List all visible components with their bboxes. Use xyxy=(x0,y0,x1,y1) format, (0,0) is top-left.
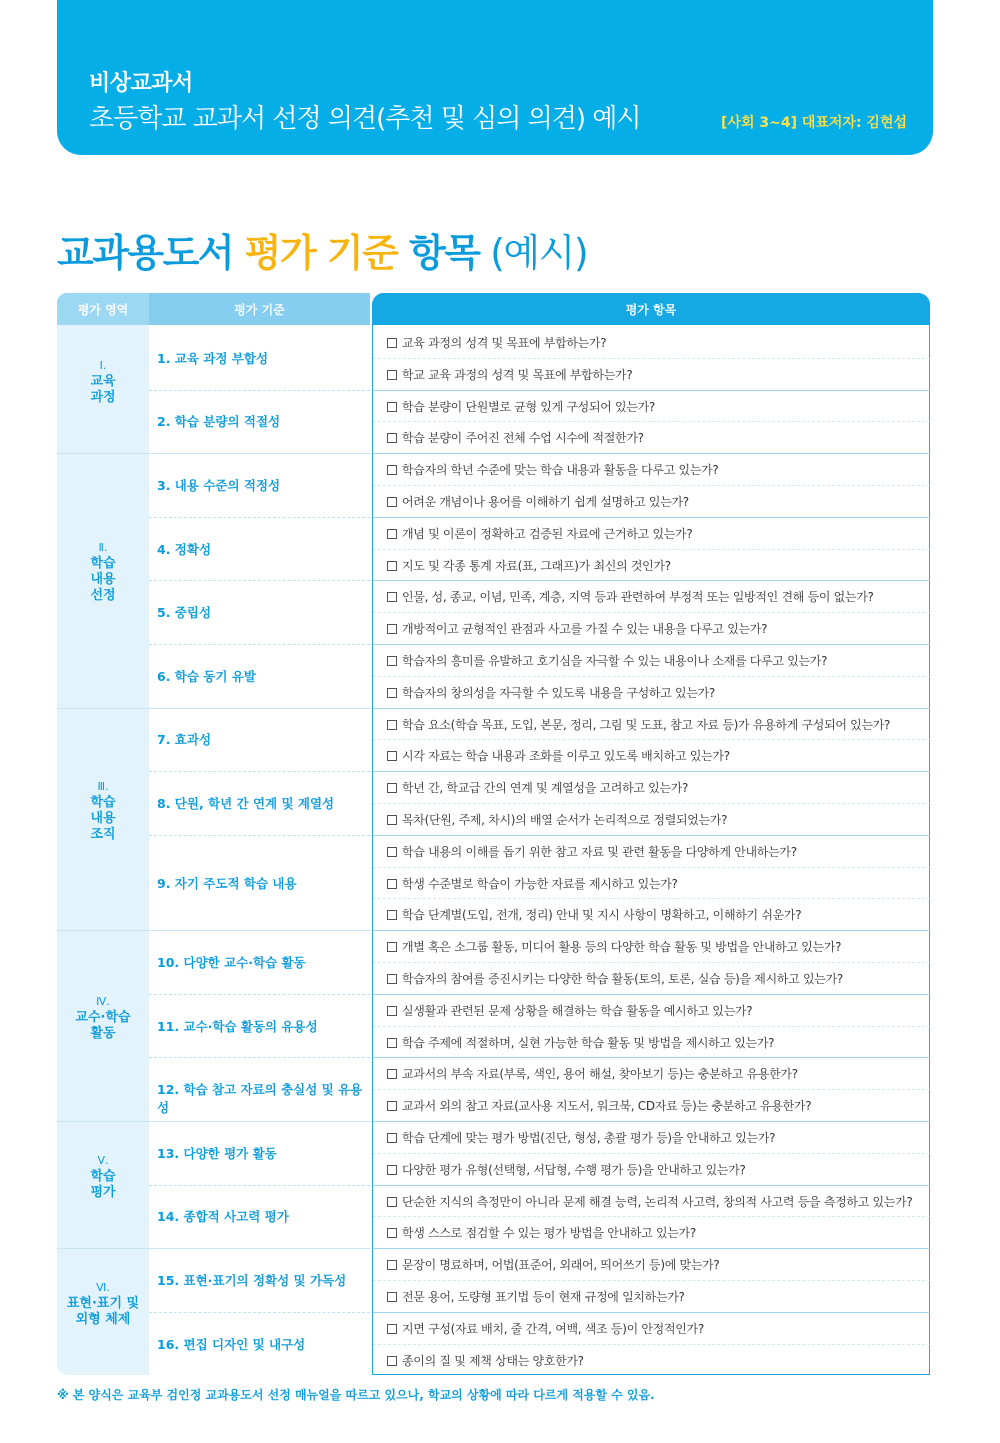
area-name-line: 학습 xyxy=(90,794,116,810)
checkbox[interactable] xyxy=(387,1260,397,1270)
checkbox[interactable] xyxy=(387,751,397,761)
area-numeral: Ⅳ. xyxy=(96,994,110,1008)
checklist-item[interactable] xyxy=(387,588,932,605)
checklist-item[interactable] xyxy=(387,684,932,701)
checkbox[interactable] xyxy=(387,561,397,571)
checkbox[interactable] xyxy=(387,1197,397,1207)
checkbox[interactable] xyxy=(387,433,397,443)
checklist-item[interactable] xyxy=(387,906,932,923)
checklist-item-text: 학습 단계에 맞는 평가 방법(진단, 형성, 총괄 평가 등)을 안내하고 있는가? xyxy=(402,1131,776,1145)
checklist-item[interactable] xyxy=(387,1256,932,1273)
item-separator xyxy=(373,612,930,613)
checklist-item[interactable] xyxy=(387,716,932,733)
area-numeral: Ⅱ. xyxy=(98,541,108,555)
area-name-line: 내용 xyxy=(90,810,116,826)
checklist-item[interactable] xyxy=(387,811,932,828)
item-separator xyxy=(373,1089,930,1090)
criteria-separator xyxy=(149,580,370,581)
checklist-item-text: 학습 내용의 이해를 돕기 위한 참고 자료 및 관련 활동을 다양하게 안내하는가? xyxy=(402,844,797,859)
item-separator xyxy=(373,1026,930,1027)
checklist-item-text: 목차(단원, 주제, 차시)의 배열 순서가 논리적으로 정렬되었는가? xyxy=(402,813,728,827)
checklist-item[interactable] xyxy=(387,493,932,510)
checklist-item[interactable] xyxy=(387,557,932,574)
checkbox[interactable] xyxy=(387,338,397,348)
criteria-label: 3. 내용 수준의 적정성 xyxy=(157,478,281,493)
criteria-label: 14. 종합적 사고력 평가 xyxy=(157,1209,289,1225)
checklist-item-text: 개념 및 이론이 정확하고 검증된 자료에 근거하고 있는가? xyxy=(402,526,693,541)
area-label xyxy=(57,779,149,843)
criteria-separator xyxy=(149,390,370,391)
item-separator xyxy=(373,867,930,868)
checkbox[interactable] xyxy=(387,465,397,475)
footnote: ※ 본 양식은 교육부 검인정 교과용도서 선정 매뉴얼을 따르고 있으나, 학교의 상황에 따라 다르게 적용할 수 있음. xyxy=(57,1388,655,1402)
checklist-item[interactable] xyxy=(387,525,932,542)
criteria-label: 12. 학습 참고 자료의 충실성 및 유용성 xyxy=(157,1082,363,1116)
checklist-item-text: 교과서의 부속 자료(부록, 색인, 용어 해설, 찾아보기 등)는 충분하고 유용한가? xyxy=(402,1067,798,1082)
checklist-item[interactable] xyxy=(387,1224,932,1241)
item-separator xyxy=(373,421,930,422)
checklist-item[interactable] xyxy=(387,1065,932,1082)
criteria-label: 15. 표현·표기의 정확성 및 가독성 xyxy=(157,1273,347,1288)
checklist-item[interactable] xyxy=(387,366,932,383)
item-separator xyxy=(373,930,930,931)
item-separator xyxy=(373,803,930,804)
area-numeral: Ⅲ. xyxy=(97,779,109,793)
area-label xyxy=(57,540,149,604)
item-separator xyxy=(373,676,930,677)
checklist-item[interactable] xyxy=(387,779,932,796)
checkbox[interactable] xyxy=(387,1101,397,1111)
item-separator xyxy=(373,485,930,486)
area-separator xyxy=(57,453,370,454)
criteria-label: 8. 단원, 학년 간 연계 및 계열성 xyxy=(157,796,335,811)
checklist-item-text: 다양한 평가 유형(선택형, 서답형, 수행 평가 등)을 안내하고 있는가? xyxy=(402,1162,746,1177)
area-name-line: 조직 xyxy=(90,826,116,842)
item-separator xyxy=(373,739,930,740)
criteria-label: 6. 학습 동기 유발 xyxy=(157,668,256,684)
area-numeral: Ⅵ. xyxy=(96,1280,110,1294)
checklist-item[interactable] xyxy=(387,1352,932,1369)
area-name-line: 활동 xyxy=(90,1025,116,1041)
item-separator xyxy=(373,1248,930,1249)
item-separator xyxy=(373,962,930,963)
checklist-item-text: 인물, 성, 종교, 이념, 민족, 계층, 지역 등과 관련하여 부정적 또는 일방적인 견해 등이 없는가? xyxy=(402,590,874,605)
checkbox[interactable] xyxy=(387,370,397,380)
criteria-label: 4. 정확성 xyxy=(157,541,212,557)
checkbox[interactable] xyxy=(387,783,397,793)
checklist-item-text: 종이의 질 및 제책 상태는 양호한가? xyxy=(402,1353,584,1368)
checklist-item-text: 지도 및 각종 통계 자료(표, 그래프)가 최신의 것인가? xyxy=(402,558,671,573)
checklist-item[interactable] xyxy=(387,747,932,764)
checkbox[interactable] xyxy=(387,1228,397,1238)
checklist-item-text: 교과서 외의 참고 자료(교사용 지도서, 워크북, CD자료 등)는 충분하고 유용한가? xyxy=(402,1099,812,1114)
item-separator xyxy=(373,1216,930,1217)
checklist-item[interactable] xyxy=(387,843,932,860)
checklist-item-text: 어려운 개념이나 용어를 이해하기 쉽게 설명하고 있는가? xyxy=(402,495,689,509)
item-separator xyxy=(373,1312,930,1313)
item-separator xyxy=(373,549,930,550)
checkbox[interactable] xyxy=(387,529,397,539)
checkbox[interactable] xyxy=(387,624,397,634)
checklist-item-text: 학습 분량이 단원별로 균형 있게 구성되어 있는가? xyxy=(402,399,655,414)
checklist-item[interactable] xyxy=(387,970,932,987)
checkbox[interactable] xyxy=(387,942,397,952)
area-name-line: 학습 xyxy=(90,556,116,572)
checkbox[interactable] xyxy=(387,847,397,857)
header-criteria xyxy=(149,293,370,325)
item-separator xyxy=(373,994,930,995)
checkbox[interactable] xyxy=(387,879,397,889)
item-separator xyxy=(373,1344,930,1345)
checklist-item-text: 개방적이고 균형적인 관점과 사고를 가질 수 있는 내용을 다루고 있는가? xyxy=(402,622,768,637)
criteria-label: 16. 편집 디자인 및 내구성 xyxy=(157,1336,306,1352)
title-part-3: 항목 xyxy=(397,231,480,275)
title-part-4: (예시) xyxy=(479,231,588,275)
criteria-separator xyxy=(149,644,370,645)
area-name-line: 학습 xyxy=(90,1168,116,1184)
item-separator xyxy=(373,771,930,772)
item-separator xyxy=(373,708,930,709)
item-separator xyxy=(373,835,930,836)
header-items xyxy=(372,293,930,325)
checklist-item-text: 개별 혹은 소그룹 활동, 미디어 활용 등의 다양한 학습 활동 및 방법을 안내하고 있는가? xyxy=(402,940,842,955)
checkbox[interactable] xyxy=(387,1356,397,1366)
checklist-item[interactable] xyxy=(387,620,932,637)
checkbox[interactable] xyxy=(387,656,397,666)
checklist-item-text: 학습 요소(학습 목표, 도입, 본문, 정리, 그림 및 도표, 참고 자료 등)가 유용하게 구성되어 있는가? xyxy=(402,717,891,732)
checkbox[interactable] xyxy=(387,1006,397,1016)
criteria-label: 9. 자기 주도적 학습 내용 xyxy=(157,875,297,891)
checklist-item-text: 학습 단계별(도입, 전개, 정리) 안내 및 지시 사항이 명확하고, 이해하기 쉬운가? xyxy=(402,908,802,923)
area-separator xyxy=(57,930,370,931)
checklist-item[interactable] xyxy=(387,1288,932,1305)
header-criteria-label: 평가 기준 xyxy=(234,303,285,317)
checklist-item[interactable] xyxy=(387,938,932,955)
title-part-2: 평가 기준 xyxy=(244,231,398,275)
evaluation-table xyxy=(57,293,932,1375)
checkbox[interactable] xyxy=(387,688,397,698)
area-name-line: 내용 xyxy=(90,572,116,588)
area-name-line: 교수·학습 xyxy=(75,1009,131,1025)
checklist-item-text: 학습자의 창의성을 자극할 수 있도록 내용을 구성하고 있는가? xyxy=(402,685,715,700)
checklist-item[interactable] xyxy=(387,1002,932,1019)
checkbox[interactable] xyxy=(387,815,397,825)
item-separator xyxy=(373,1057,930,1058)
checklist-item[interactable] xyxy=(387,429,932,446)
checkbox[interactable] xyxy=(387,1038,397,1048)
author-label: [사회 3~4] 대표저자: 김현섭 xyxy=(721,115,907,131)
item-separator xyxy=(373,517,930,518)
checkbox[interactable] xyxy=(387,1069,397,1079)
checkbox[interactable] xyxy=(387,1165,397,1175)
area-separator xyxy=(57,1121,370,1122)
area-name-line: 교육 xyxy=(90,373,116,389)
checklist-item-text: 학생 스스로 점검할 수 있는 평가 방법을 안내하고 있는가? xyxy=(402,1226,696,1241)
area-numeral: Ⅴ. xyxy=(97,1153,109,1167)
checklist-item-text: 문장이 명료하며, 어법(표준어, 외래어, 띄어쓰기 등)에 맞는가? xyxy=(402,1258,720,1273)
checklist-item-text: 학습 주제에 적절하며, 실현 가능한 학습 활동 및 방법을 제시하고 있는가? xyxy=(402,1035,775,1050)
item-separator xyxy=(373,1153,930,1154)
area-numeral: Ⅰ. xyxy=(99,358,107,372)
checklist-item[interactable] xyxy=(387,398,932,415)
checklist-item[interactable] xyxy=(387,1320,932,1337)
item-separator xyxy=(373,1185,930,1186)
checkbox[interactable] xyxy=(387,1292,397,1302)
checklist-item[interactable] xyxy=(387,1097,932,1114)
header-area-label: 평가 영역 xyxy=(77,303,129,317)
checklist-item-text: 학생 수준별로 학습이 가능한 자료를 제시하고 있는가? xyxy=(402,876,678,891)
checklist-item[interactable] xyxy=(387,1193,932,1210)
item-separator xyxy=(373,580,930,581)
checklist-item-text: 학교 교육 과정의 성격 및 목표에 부합하는가? xyxy=(402,367,633,382)
header-items-label: 평가 항목 xyxy=(625,303,677,317)
checklist-item-text: 시각 자료는 학습 내용과 조화를 이루고 있도록 배치하고 있는가? xyxy=(402,749,730,764)
criteria-label: 10. 다양한 교수·학습 활동 xyxy=(157,955,306,970)
area-label xyxy=(57,994,149,1042)
checklist-item[interactable] xyxy=(387,1034,932,1051)
checklist-item-text: 교육 과정의 성격 및 목표에 부합하는가? xyxy=(402,336,607,350)
checklist-item-text: 전문 용어, 도량형 표기법 등이 현재 규정에 일치하는가? xyxy=(402,1290,685,1304)
area-name-line: 표현·표기 및 xyxy=(66,1295,140,1311)
page-title xyxy=(57,222,587,277)
item-separator xyxy=(373,453,930,454)
area-label xyxy=(57,1153,149,1201)
brand-name: 비상교과서 xyxy=(89,71,193,96)
checklist-item-text: 학습자의 학년 수준에 맞는 학습 내용과 활동을 다루고 있는가? xyxy=(402,463,719,478)
criteria-label: 11. 교수·학습 활동의 유용성 xyxy=(157,1018,318,1034)
item-separator xyxy=(373,1280,930,1281)
criteria-label: 2. 학습 분량의 적절성 xyxy=(157,414,281,430)
item-separator xyxy=(373,644,930,645)
header-banner xyxy=(57,0,933,155)
checklist-item-text: 학습자의 참여를 증진시키는 다양한 학습 활동(토의, 토론, 실습 등)을 제시하고 있는가? xyxy=(402,972,843,986)
criteria-label: 13. 다양한 평가 활동 xyxy=(157,1145,277,1161)
checkbox[interactable] xyxy=(387,402,397,412)
criteria-separator xyxy=(149,1057,370,1058)
checklist-item-text: 지면 구성(자료 배치, 줄 간격, 여백, 색조 등)이 안정적인가? xyxy=(402,1321,704,1336)
checklist-item[interactable] xyxy=(387,1129,932,1146)
area-separator xyxy=(57,708,370,709)
area-name-line: 선정 xyxy=(90,588,116,604)
checkbox[interactable] xyxy=(387,592,397,602)
area-name-line: 과정 xyxy=(90,389,116,405)
checklist-item-text: 학년 간, 학교급 간의 연계 및 계열성을 고려하고 있는가? xyxy=(402,781,689,796)
item-separator xyxy=(373,358,930,359)
checklist-item-text: 학습자의 흥미를 유발하고 호기심을 자극할 수 있는 내용이나 소재를 다루고 있는가? xyxy=(402,654,828,668)
area-label xyxy=(57,1280,149,1328)
checklist-item[interactable] xyxy=(387,334,932,351)
document-subtitle: 초등학교 교과서 선정 의견(추천 및 심의 의견) 예시 xyxy=(89,104,641,134)
criteria-label: 1. 교육 과정 부합성 xyxy=(157,350,269,366)
checklist-item[interactable] xyxy=(387,461,932,478)
criteria-label: 5. 중립성 xyxy=(157,605,212,621)
area-label xyxy=(57,358,149,406)
checklist-item[interactable] xyxy=(387,652,932,669)
item-separator xyxy=(373,1121,930,1122)
criteria-separator xyxy=(149,771,370,772)
area-separator xyxy=(57,1248,370,1249)
checkbox[interactable] xyxy=(387,1133,397,1143)
area-name-line: 외형 체제 xyxy=(75,1311,131,1327)
checkbox[interactable] xyxy=(387,1324,397,1334)
checkbox[interactable] xyxy=(387,497,397,507)
criteria-label: 7. 효과성 xyxy=(157,732,212,748)
criteria-separator xyxy=(149,994,370,995)
title-part-1: 교과용도서 xyxy=(57,231,245,275)
checkbox[interactable] xyxy=(387,720,397,730)
checklist-item-text: 실생활과 관련된 문제 상황을 해결하는 학습 활동을 예시하고 있는가? xyxy=(402,1003,753,1018)
checklist-item[interactable] xyxy=(387,1161,932,1178)
item-separator xyxy=(373,390,930,391)
criteria-separator xyxy=(149,517,370,518)
criteria-separator xyxy=(149,1185,370,1186)
header-area xyxy=(57,293,149,325)
checklist-item-text: 학습 분량이 주어진 전체 수업 시수에 적절한가? xyxy=(402,431,644,446)
criteria-separator xyxy=(149,1312,370,1313)
area-name-line: 평가 xyxy=(90,1184,116,1200)
item-separator xyxy=(373,898,930,899)
checklist-item[interactable] xyxy=(387,875,932,892)
criteria-separator xyxy=(149,835,370,836)
checkbox[interactable] xyxy=(387,910,397,920)
checklist-item-text: 단순한 지식의 측정만이 아니라 문제 해결 능력, 논리적 사고력, 창의적 사고력 등을 측정하고 있는가? xyxy=(402,1194,913,1209)
checkbox[interactable] xyxy=(387,974,397,984)
